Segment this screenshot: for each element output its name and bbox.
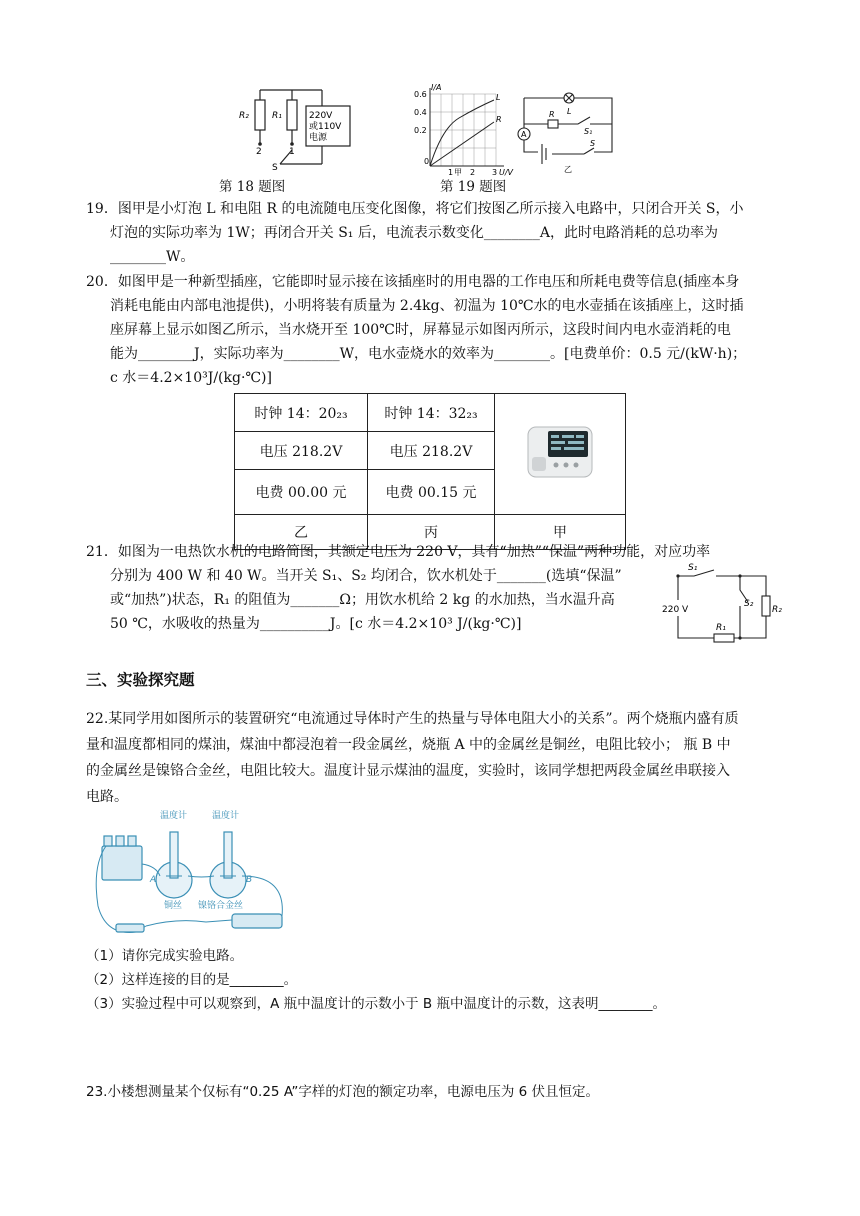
q20-line5: c 水＝4.2×10³J/(kg·℃)] [110,370,272,386]
fig19-switch1-label: S₁ [584,127,593,136]
fig19-resistor-label: R [549,110,555,119]
table-c-voltage: 电压 218.2V [368,432,495,470]
q21-line2: 分别为 400 W 和 40 W。当开关 S₁、S₂ 均闭合，饮水机处于_______(选填“保温” [110,568,622,584]
fig18-r2-label: R₂ [239,111,249,121]
q22-sub3: （3）实验过程中可以观察到，A 瓶中温度计的示数小于 B 瓶中温度计的示数，这表明________。 [86,996,666,1012]
fig18-switch-s: S [272,163,278,173]
q21-r1-label: R₁ [716,623,726,633]
q22-line3: 的金属丝是镍铬合金丝，电阻比较大。温度计显示煤油的温度，实验时，该同学想把两段金属丝串联接入 [86,763,730,779]
fig19-ytick-04: 0.4 [414,108,427,117]
fig19-circuit [512,84,626,176]
q21-voltage-label: 220 V [662,605,689,615]
question-20 [86,270,776,390]
q21-s1-label: S₁ [688,563,698,573]
q20-line1: 20．如图甲是一种新型插座，它能即时显示接在该插座时的用电器的工作电压和所耗电费等信息(插座本身 [86,274,740,290]
fig19-curve-r-label: R [496,115,502,124]
q22-line2: 量和温度都相同的煤油，煤油中都浸泡着一段金属丝，烧瓶 A 中的金属丝是铜丝，电阻比较小； 瓶 B 中 [86,737,731,753]
table-label-b: 乙 [235,515,368,550]
fig19-caption: 第 19 题图 [440,179,507,195]
q20-line2: 消耗电能由内部电池提供)，小明将装有质量为 2.4kg、初温为 10℃水的电水壶插在该插座上，这时插 [110,298,744,314]
fig19-graph-sub: 甲 [454,168,462,177]
q19-line3: ________W。 [110,249,195,265]
smart-socket-image [520,417,600,487]
table-b-fee: 电费 00.00 元 [235,470,368,515]
q23-line1: 23.小楼想测量某个仅标有“0.25 A”字样的灯泡的额定功率，电源电压为 6 伏且恒定。 [86,1084,600,1100]
fig18-source-line3: 电源 [309,133,328,143]
fig19-ytick-06: 0.6 [414,90,427,99]
q22-subquestions [86,944,776,1016]
q22-flask-b-label: B [246,875,253,885]
q22-flask-a-label: A [150,875,157,885]
fig18-circuit [230,78,360,178]
table-label-a: 甲 [495,515,626,550]
fig19-xlabel: U/V [499,168,514,177]
fig18-source-line1: 220V [309,111,333,121]
fig19-circuit-sub: 乙 [564,165,572,174]
q20-line4: 能为________J，实际功率为________W，电水壶烧水的效率为________。[电费单价：0.5 元/(kW·h)； [110,346,747,362]
q21-line3: 或“加热”)状态，R₁ 的阻值为_______Ω；用饮水机给 2 kg 的水加热，当水温升高 [110,592,615,608]
fig19-ammeter: A [521,130,527,139]
q22-line4: 电路。 [86,789,128,805]
meter-table [234,393,626,550]
table-c-clock: 时钟 14：32₂₃ [368,394,495,432]
fig19-lamp-label: L [567,107,572,116]
q22-apparatus-figure [86,806,300,944]
question-22 [86,706,776,810]
q22-nichrome-label: 镍铬合金丝 [198,901,244,911]
section-3-title: 三、实验探究题 [86,671,195,689]
fig19-xtick-1: 1 [448,168,454,177]
fig19-xtick-2: 2 [470,168,476,177]
socket-photo-cell [495,394,626,515]
fig19-xtick-3: 3 [492,168,498,177]
fig18-terminal-1: 1 [289,147,295,157]
fig18-terminal-2: 2 [256,147,262,157]
fig18-source-line2: 或110V [309,122,342,132]
q21-line1: 21．如图为一电热饮水机的电路简图，其额定电压为 220 V，具有“加热”“保温”两种功能，对应功率 [86,544,711,560]
table-label-c: 丙 [368,515,495,550]
q21-line4: 50 ℃，水吸收的热量为__________J。[c 水＝4.2×10³ J/(kg·℃)] [110,616,522,632]
table-c-fee: 电费 00.15 元 [368,470,495,515]
q21-s2-label: S₂ [744,599,754,609]
q22-sub2: （2）这样连接的目的是________。 [86,972,298,988]
fig19-ylabel: I/A [431,83,442,92]
table-b-clock: 时钟 14：20₂₃ [235,394,368,432]
q22-sub1: （1）请你完成实验电路。 [86,948,244,964]
q22-thermometer-a-label: 温度计 [160,811,188,821]
q19-line2: 灯泡的实际功率为 1W；再闭合开关 S₁ 后，电流表示数变化________A，此时电路消耗的总功率为 [110,225,718,241]
q20-line3: 座屏幕上显示如图乙所示，当水烧开至 100℃时，屏幕显示如图丙所示，这段时间内电水壶消耗的电 [110,322,731,338]
fig19-curve-l-label: L [496,93,501,102]
q21-circuit [660,560,784,646]
table-b-voltage: 电压 218.2V [235,432,368,470]
fig18-caption: 第 18 题图 [219,179,286,195]
fig18-r1-label: R₁ [272,111,282,121]
q21-r2-label: R₂ [772,605,782,615]
q19-line1: 19．图甲是小灯泡 L 和电阻 R 的电流随电压变化图像，将它们按图乙所示接入电路中，只闭合开关 S，小 [86,201,744,217]
q22-line1: 22.某同学用如图所示的装置研究“电流通过导体时产生的热量与导体电阻大小的关系”。两个烧瓶内盛有质 [86,711,739,727]
fig19-switch-label: S [590,139,596,148]
fig19-graph [404,82,514,178]
question-19 [86,197,776,269]
fig19-ytick-02: 0.2 [414,126,427,135]
q22-copper-label: 铜丝 [164,901,183,911]
question-23 [86,1080,776,1104]
fig19-ytick-0: 0 [424,157,430,166]
q22-thermometer-b-label: 温度计 [212,811,240,821]
